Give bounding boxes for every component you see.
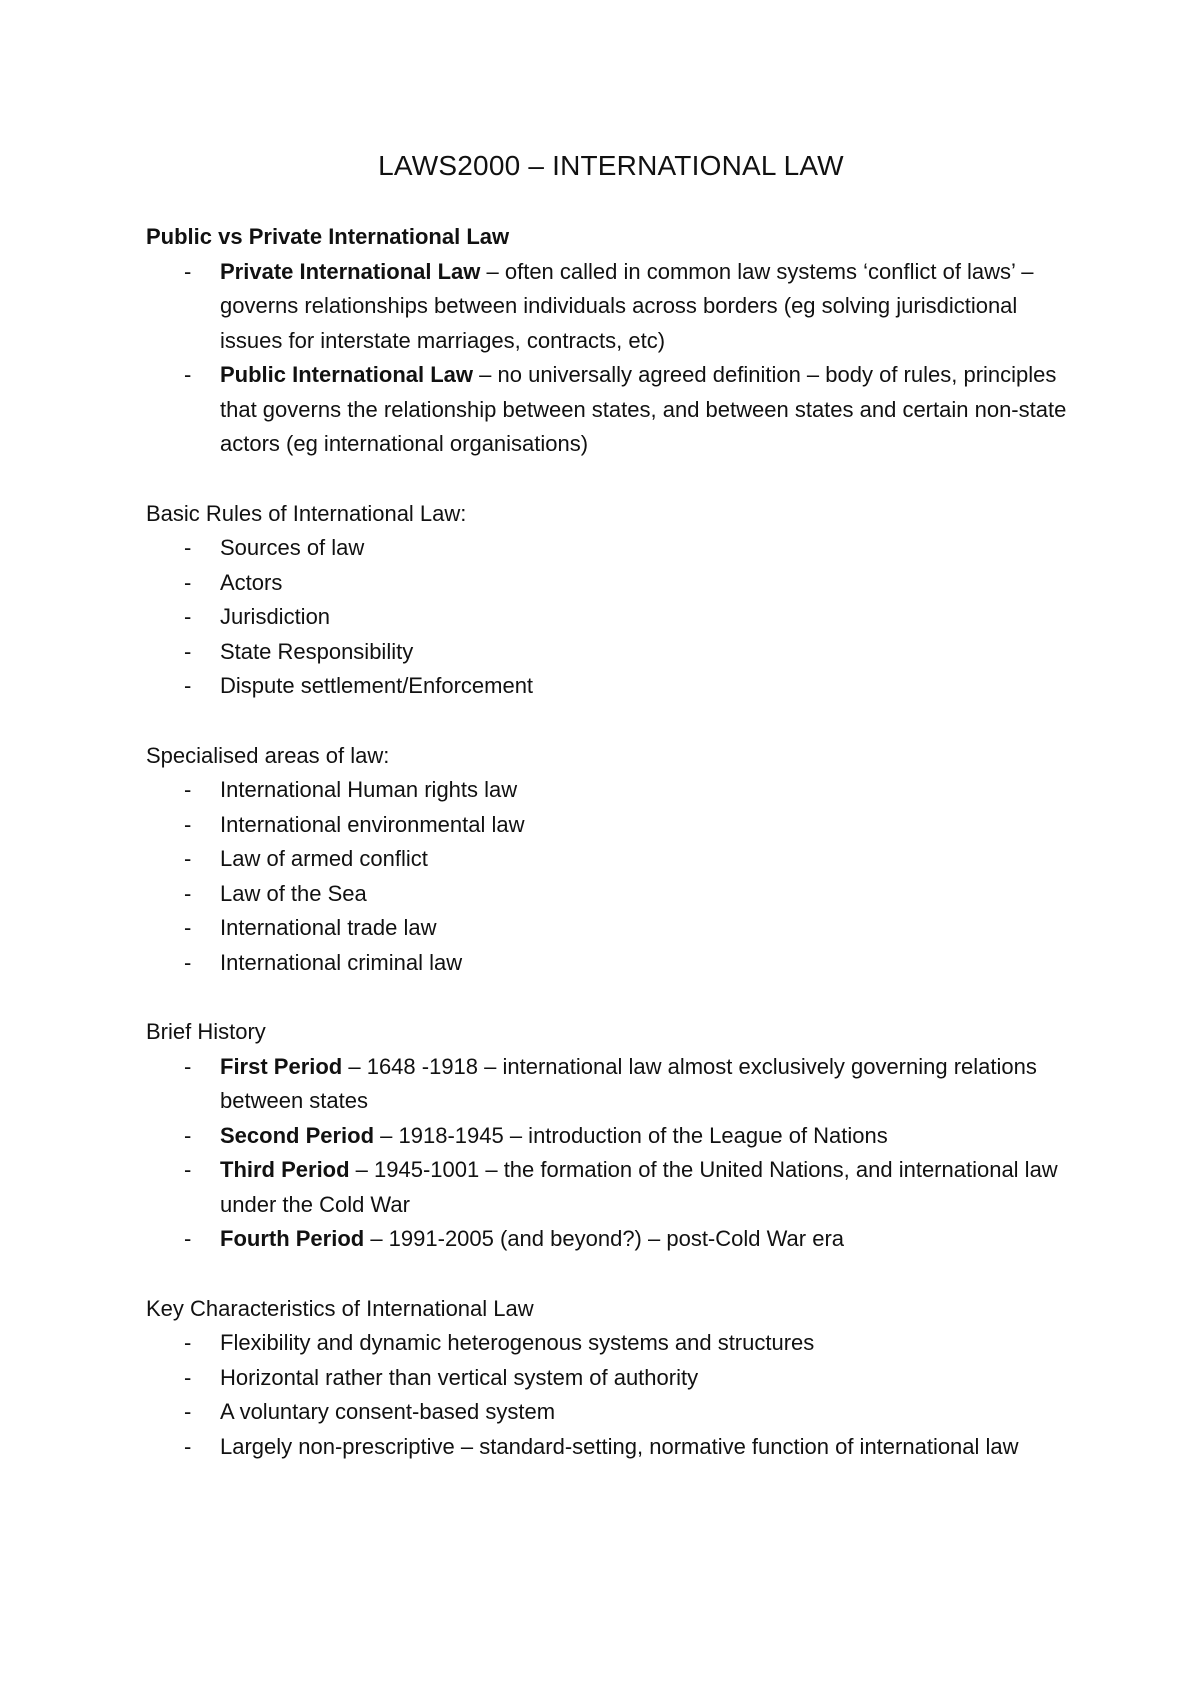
list-item [146, 1326, 1076, 1361]
bullet-dash: - [184, 569, 192, 595]
list-item-text: Dispute settlement/Enforcement [220, 673, 534, 698]
bullet-dash: - [184, 1399, 192, 1424]
bullet-dash: - [184, 949, 192, 975]
list-item [146, 1430, 1076, 1465]
list-item-text: Flexibility and dynamic heterogenous systems and structures [220, 1330, 815, 1355]
bullet-dash: - [184, 604, 192, 629]
list-item-term: Public International Law [220, 362, 474, 387]
list-item [146, 773, 1076, 808]
list-item [146, 566, 1076, 601]
list-item [146, 358, 1076, 462]
bullet-dash: - [184, 811, 192, 837]
list-item-text: International Human rights law [220, 777, 518, 802]
list-item [146, 1395, 1076, 1430]
document-title: LAWS2000 – INTERNATIONAL LAW [378, 150, 844, 181]
list-item [146, 1153, 1076, 1222]
bullet-dash: - [184, 362, 192, 387]
document-body [146, 220, 1076, 1464]
list-item-text: Actors [220, 569, 283, 595]
list-item-text: Horizontal rather than vertical system of authority [220, 1364, 699, 1390]
list-item-text: State Responsibility [220, 638, 414, 664]
list-item-term: First Period [220, 1053, 343, 1079]
bullet-dash: - [184, 880, 192, 906]
bullet-list [146, 1326, 1076, 1464]
list-item [146, 1050, 1076, 1119]
bullet-dash: - [184, 535, 192, 560]
section-heading: Brief History [146, 1019, 266, 1044]
list-item [146, 842, 1076, 877]
list-item [146, 669, 1076, 704]
bullet-dash: - [184, 1157, 192, 1182]
list-item [146, 877, 1076, 912]
section [146, 739, 1076, 981]
bullet-dash: - [184, 1364, 192, 1390]
section-heading: Basic Rules of International Law: [146, 500, 467, 526]
list-item [146, 808, 1076, 843]
list-item-text: – 1648 -1918 – international law almost exclusively governing relations between states [220, 1053, 1037, 1113]
list-item-text: International criminal law [220, 949, 463, 975]
list-item-text: – often called in common law systems ‘conflict of laws’ – governs relationships between individuals across borders (eg solving jurisdictional issues for interstate marriages, contracts, etc) [220, 258, 1034, 353]
bullet-dash: - [184, 846, 192, 871]
list-item-text: International environmental law [220, 811, 525, 837]
section [146, 220, 1076, 462]
list-item-term: Second Period [220, 1122, 375, 1148]
list-item-text: Law of the Sea [220, 880, 367, 906]
bullet-dash: - [184, 1122, 192, 1148]
list-item [146, 1119, 1076, 1154]
list-item [146, 531, 1076, 566]
list-item-text: Largely non-prescriptive – standard-setting, normative function of international law [220, 1433, 1019, 1459]
bullet-dash: - [184, 673, 192, 698]
list-item [146, 1222, 1076, 1257]
bullet-dash: - [184, 638, 192, 664]
section-heading: Key Characteristics of International Law [146, 1295, 534, 1321]
bullet-dash: - [184, 1433, 192, 1459]
list-item-term: Third Period [220, 1157, 350, 1182]
list-item-text: Law of armed conflict [220, 846, 428, 871]
section [146, 1292, 1076, 1465]
list-item-text: International trade law [220, 915, 437, 940]
list-item-text: A voluntary consent-based system [220, 1399, 556, 1424]
section-heading: Public vs Private International Law [146, 224, 510, 249]
bullet-dash: - [184, 1330, 192, 1355]
list-item-text: Sources of law [220, 535, 365, 560]
bullet-dash: - [184, 258, 192, 284]
bullet-dash: - [184, 1053, 192, 1079]
list-item [146, 600, 1076, 635]
list-item [146, 255, 1076, 359]
bullet-dash: - [184, 777, 192, 802]
list-item-text: Jurisdiction [220, 604, 331, 629]
list-item [146, 946, 1076, 981]
list-item-term: Private International Law [220, 258, 481, 284]
section [146, 497, 1076, 704]
bullet-list [146, 531, 1076, 704]
list-item [146, 911, 1076, 946]
list-item-text: – 1991-2005 (and beyond?) – post-Cold War era [364, 1226, 845, 1251]
bullet-list [146, 255, 1076, 462]
list-item-text: – no universally agreed definition – body of rules, principles that governs the relationship between states, and between states and certain non-state actors (eg international organisations) [220, 362, 1067, 456]
section [146, 1015, 1076, 1257]
list-item-text: – 1945-1001 – the formation of the United Nations, and international law under the Cold War [220, 1157, 1058, 1217]
list-item-text: – 1918-1945 – introduction of the League of Nations [374, 1122, 888, 1148]
bullet-list [146, 773, 1076, 980]
bullet-list [146, 1050, 1076, 1257]
list-item [146, 1361, 1076, 1396]
list-item-term: Fourth Period [220, 1226, 365, 1251]
bullet-dash: - [184, 1226, 192, 1251]
document-page [146, 148, 1076, 1499]
bullet-dash: - [184, 915, 192, 940]
list-item [146, 635, 1076, 670]
section-heading: Specialised areas of law: [146, 742, 390, 768]
